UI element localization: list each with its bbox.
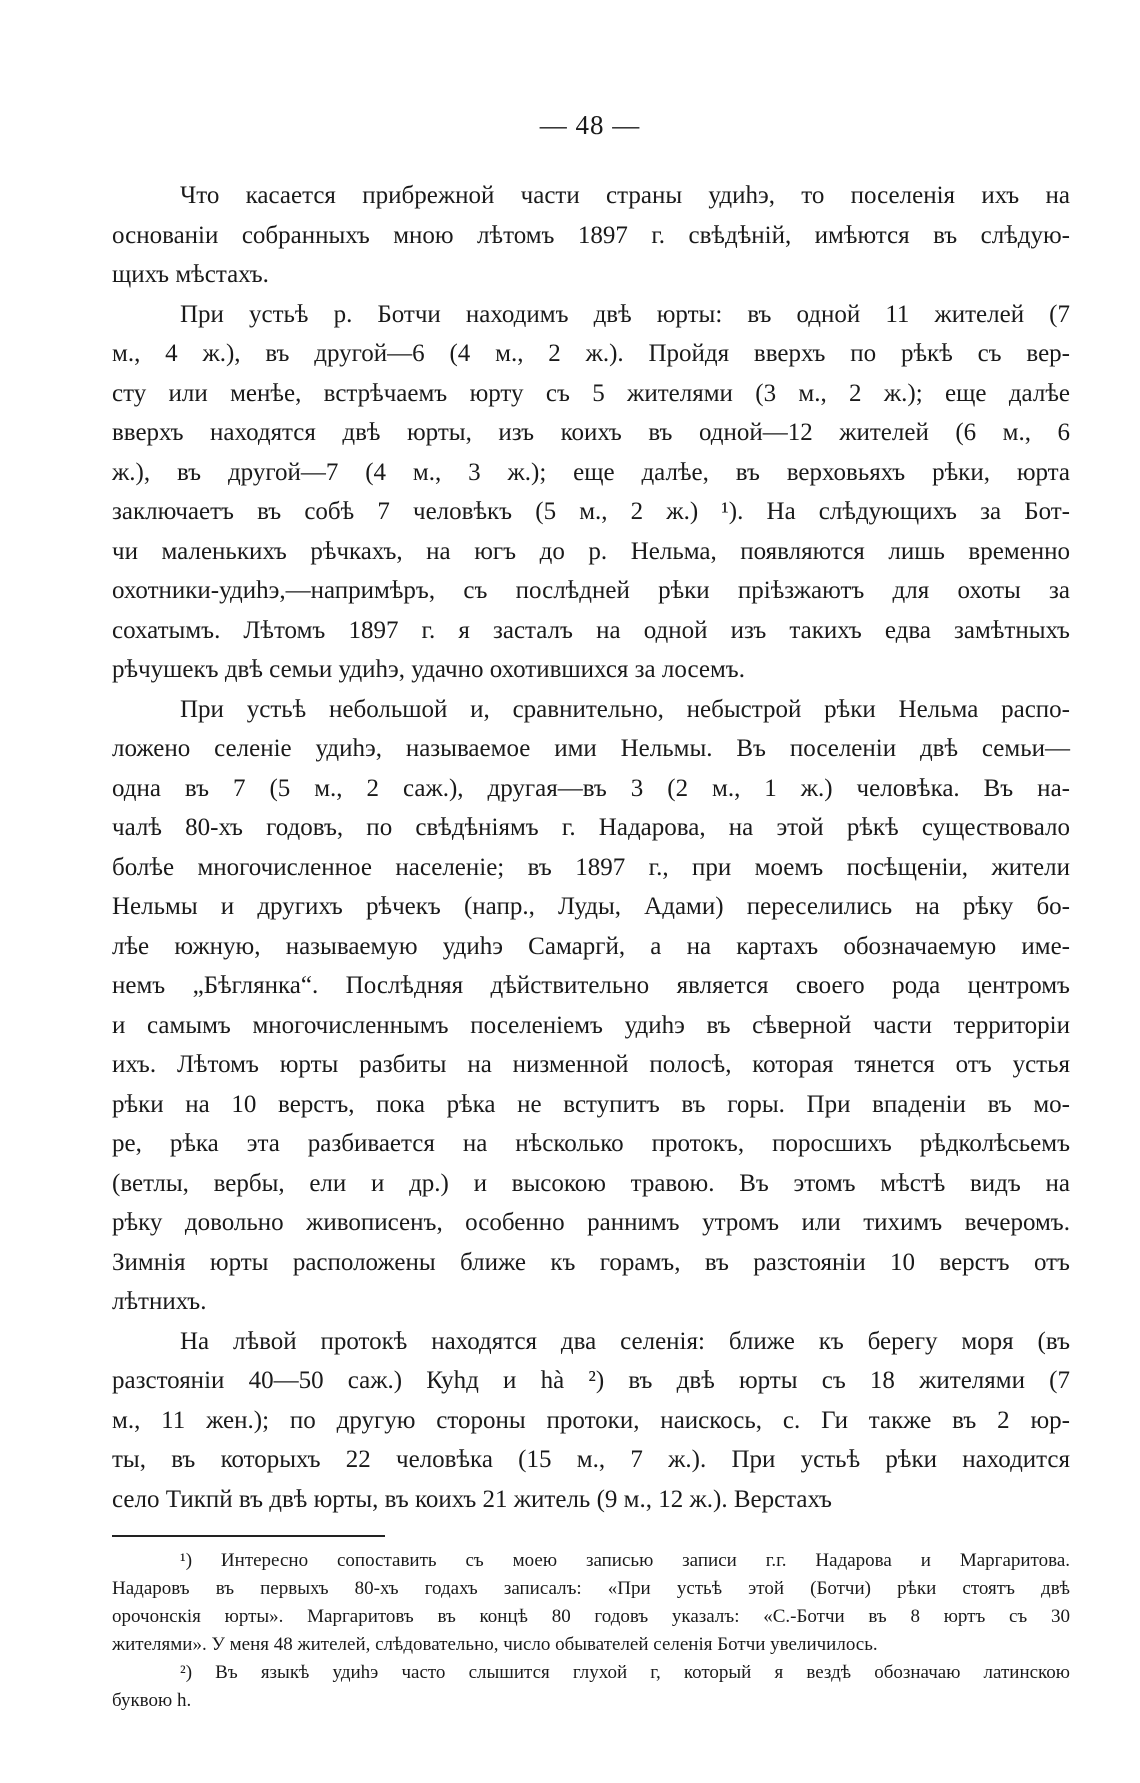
text-line: рѣку довольно живописенъ, особенно раннимъ утромъ или тихимъ вечеромъ. <box>112 1209 1070 1236</box>
text-line: охотники-удиhэ,—напримѣръ, съ послѣдней рѣки пріѣзжаютъ для охоты за <box>112 577 1070 604</box>
paragraph <box>112 295 1070 690</box>
footnote <box>112 1659 1070 1715</box>
text-line: сту или менѣе, встрѣчаемъ юрту съ 5 жителями (3 м., 2 ж.); еще далѣе <box>112 379 1070 407</box>
text-line: ре, рѣка эта разбивается на нѣсколько протокъ, поросшихъ рѣдколѣсьемъ <box>112 1130 1070 1157</box>
text-line: чи маленькихъ рѣчкахъ, на югъ до р. Нельма, появляются лишь временно <box>112 537 1070 565</box>
text-line: одна въ 7 (5 м., 2 саж.), другая—въ 3 (2 м., 1 ж.) человѣка. Въ на- <box>112 774 1070 802</box>
footnote-divider <box>112 1535 385 1537</box>
paragraph <box>112 690 1070 1322</box>
footnote <box>112 1547 1070 1659</box>
text-line: ты, въ которыхъ 22 человѣка (15 м., 7 ж.). При устьѣ рѣки находится <box>112 1446 1070 1473</box>
text-line: заключаетъ въ собѣ 7 человѣкъ (5 м., 2 ж.) ¹). На слѣдующихъ за Бот- <box>112 498 1070 525</box>
footnote-line: Надаровъ въ первыхъ 80-хъ годахъ записалъ: «При устьѣ этой (Ботчи) рѣки стоятъ двѣ <box>112 1578 1070 1599</box>
footnote-line: ¹) Интересно сопоставить съ моею записью записи г.г. Надарова и Маргаритова. <box>180 1550 1070 1571</box>
footnote-line: орочонскія юрты». Маргаритовъ въ концѣ 80 годовъ указалъ: «С.-Ботчи въ 8 юртъ съ 30 <box>112 1606 1070 1627</box>
text-line: разстояніи 40—50 саж.) Куhд и hà ²) въ двѣ юрты съ 18 жителями (7 <box>112 1367 1070 1394</box>
text-line: На лѣвой протокѣ находятся два селенія: ближе къ берегу моря (въ <box>180 1327 1070 1355</box>
text-line: щихъ мѣстахъ. <box>112 261 269 288</box>
page-number: — 48 — <box>539 110 641 140</box>
text-line: сохатымъ. Лѣтомъ 1897 г. я засталъ на одной изъ такихъ едва замѣтныхъ <box>112 616 1070 644</box>
text-line: основаніи собранныхъ мною лѣтомъ 1897 г. свѣдѣній, имѣются въ слѣдую- <box>112 221 1070 249</box>
footnote-line: буквою h. <box>112 1690 192 1711</box>
text-line: лѣтнихъ. <box>112 1288 207 1315</box>
text-line: м., 11 жен.); по другую стороны протоки, наискось, с. Ги также въ 2 юр- <box>112 1406 1070 1434</box>
text-line: рѣчушекъ двѣ семьи удиhэ, удачно охотившихся за лосемъ. <box>112 656 745 683</box>
footnote-line: жителями». У меня 48 жителей, слѣдовательно, число обывателей селенія Ботчи увеличилось. <box>112 1634 878 1655</box>
text-line: и самымъ многочисленнымъ поселеніемъ удиhэ въ сѣверной части территоріи <box>112 1011 1070 1039</box>
text-line: чалѣ 80-хъ годовъ, по свѣдѣніямъ г. Надарова, на этой рѣкѣ существовало <box>112 814 1070 841</box>
text-line: (ветлы, вербы, ели и др.) и высокою травою. Въ этомъ мѣстѣ видъ на <box>112 1169 1070 1197</box>
text-line: рѣки на 10 верстъ, пока рѣка не вступитъ въ горы. При впаденіи въ мо- <box>112 1090 1070 1118</box>
text-line: лѣе южную, называемую удиhэ Самаргй, а на картахъ обозначаемую име- <box>112 932 1070 960</box>
text-line: ложено селеніе удиhэ, называемое ими Нельмы. Въ поселеніи двѣ семьи— <box>112 735 1070 762</box>
text-line: Что касается прибрежной части страны удиhэ, то поселенія ихъ на <box>180 182 1070 209</box>
text-line: болѣе многочисленное населеніе; въ 1897 г., при моемъ посѣщеніи, жители <box>112 853 1070 881</box>
text-line: При устьѣ небольшой и, сравнительно, небыстрой рѣки Нельма распо- <box>180 695 1070 723</box>
text-line: Нельмы и другихъ рѣчекъ (напр., Луды, Адами) переселились на рѣку бо- <box>112 893 1070 920</box>
text-line: м., 4 ж.), въ другой—6 (4 м., 2 ж.). Пройдя вверхъ по рѣкѣ съ вер- <box>112 340 1070 367</box>
paragraph <box>112 1322 1070 1520</box>
paragraph <box>112 176 1070 295</box>
text-line: немъ „Бѣглянка“. Послѣдняя дѣйствительно является своего рода центромъ <box>112 972 1070 999</box>
body-text <box>112 176 1070 1519</box>
text-line: село Тикпй въ двѣ юрты, въ коихъ 21 житель (9 м., 12 ж.). Верстахъ <box>112 1485 832 1513</box>
text-line: ихъ. Лѣтомъ юрты разбиты на низменной полосѣ, которая тянется отъ устья <box>112 1051 1070 1078</box>
text-line: ж.), въ другой—7 (4 м., 3 ж.); еще далѣе, въ верховьяхъ рѣки, юрта <box>112 458 1070 486</box>
text-line: Зимнія юрты расположены ближе къ горамъ, въ разстояніи 10 верстъ отъ <box>112 1248 1070 1276</box>
text-line: При устьѣ р. Ботчи находимъ двѣ юрты: въ одной 11 жителей (7 <box>180 300 1070 328</box>
footnote-line: ²) Въ языкѣ удиhэ часто слышится глухой г, который я вездѣ обозначаю латинскою <box>180 1662 1070 1683</box>
footnotes <box>112 1547 1070 1715</box>
text-line: вверхъ находятся двѣ юрты, изъ коихъ въ одной—12 жителей (6 м., 6 <box>112 419 1070 446</box>
